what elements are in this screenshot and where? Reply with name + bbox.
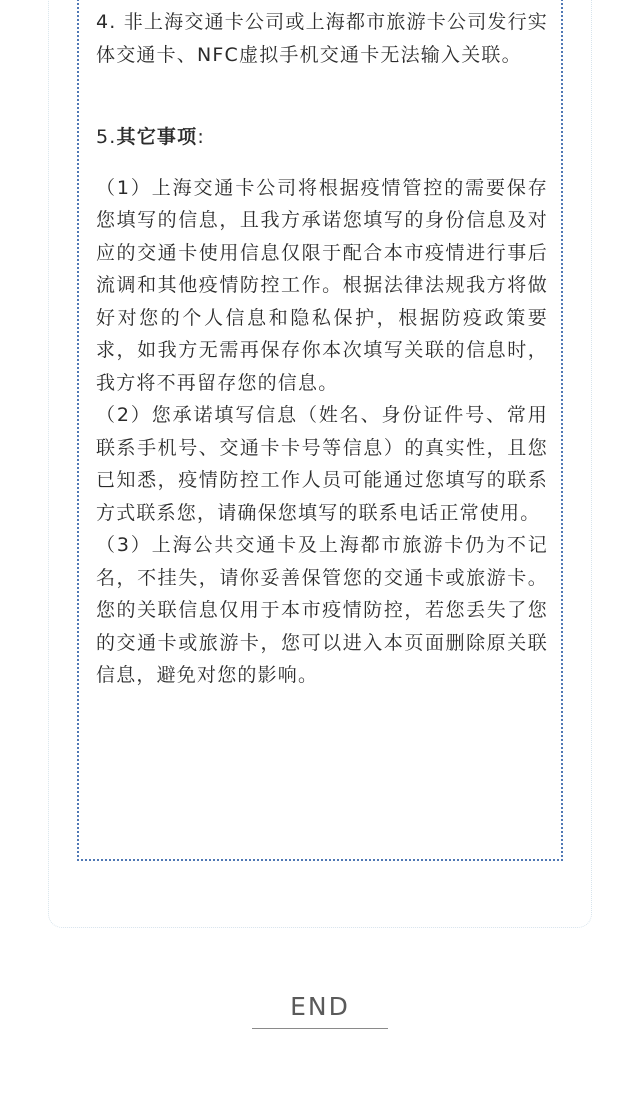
clause-3: （3）上海公共交通卡及上海都市旅游卡仍为不记名，不挂失，请你妥善保管您的交通卡或旅游卡。您的关联信息仅用于本市疫情防控，若您丢失了您的交通卡或旅游卡，您可以进入本页面删除原关联信息，避免对您的影响。: [96, 534, 548, 686]
item-4-text: 4. 非上海交通卡公司或上海都市旅游卡公司发行实体交通卡、NFC虚拟手机交通卡无法输入关联。: [96, 11, 548, 66]
end-underline: [252, 1028, 388, 1029]
end-marker: [252, 990, 388, 1029]
section-5-heading: [96, 121, 548, 154]
clause-2: （2）您承诺填写信息（姓名、身份证件号、常用联系手机号、交通卡卡号等信息）的真实性，且您已知悉，疫情防控工作人员可能通过您填写的联系方式联系您，请确保您填写的联系电话正常使用。: [96, 404, 548, 524]
section-5-title: 其它事项: [116, 126, 198, 148]
clause-1: （1）上海交通卡公司将根据疫情管控的需要保存您填写的信息，且我方承诺您填写的身份信息及对应的交通卡使用信息仅限于配合本市疫情进行事后流调和其他疫情防控工作。根据法律法规我方将做好对您的个人信息和隐私保护，根据防疫政策要求，如我方无需再保存你本次填写关联的信息时，我方将不再留存您的信息。: [96, 176, 548, 394]
section-5-colon: :: [197, 126, 205, 148]
section-5-number: 5.: [96, 126, 117, 148]
notice-content: [96, 6, 548, 692]
end-label: END: [290, 992, 350, 1021]
